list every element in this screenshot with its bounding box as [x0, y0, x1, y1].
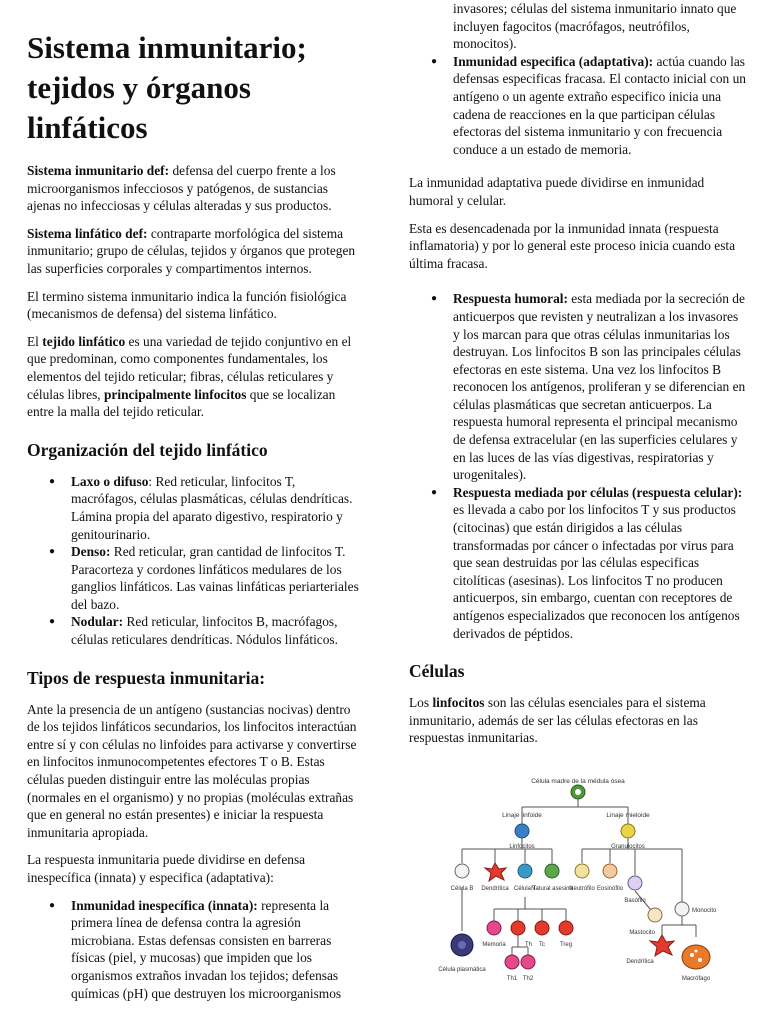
adaptativa-text: actúa cuando las defensas especificas fracasa. El contacto inicial con un antígeno o un agente extraño especifico inicia una cadena de reacciones en la que participan células efectoras del sistema inmunitario y con frecuencia conduce a un estado de memoria. — [453, 53, 746, 157]
dendritica2-label: Dendrítica — [626, 959, 654, 965]
def-sistema-text: defensa del cuerpo frente a los microorganismos infecciosos y patógenos, de sustancias ajenas no infecciosas y células alteradas y sus productos. — [27, 163, 336, 214]
th-cell — [511, 921, 525, 935]
nk-cell — [545, 864, 559, 878]
termino-paragraph: El termino sistema inmunitario indica la función fisiológica (mecanismos de defensa) del sistema linfático. — [27, 288, 347, 322]
right-column — [409, 0, 747, 757]
treg-label: Treg — [559, 942, 573, 948]
myeloid-cell — [621, 824, 635, 838]
adaptativa-paragraph: La inmunidad adaptativa puede dividirse en inmunidad humoral y celular. — [409, 175, 705, 208]
linfocitos-label: Linfocitos — [509, 844, 535, 850]
linaje-linfoide-label: Linaje linfoide — [502, 812, 542, 819]
org-item-label: Denso: — [71, 544, 111, 560]
memoria-label: Memoria — [482, 942, 506, 948]
treg-cell — [559, 921, 573, 935]
org-item-label: Laxo o difuso — [71, 473, 149, 489]
tejido-bold-2: principalmente linfocitos — [103, 386, 247, 402]
basophil — [628, 876, 642, 890]
macrofago-label: Macrófago — [681, 976, 711, 982]
tejido-text-1: El — [27, 333, 43, 349]
left-column — [27, 0, 363, 1012]
cell-lineage-diagram — [430, 775, 730, 993]
celulas-text-1: Los — [409, 695, 433, 711]
organizacion-list — [27, 473, 363, 649]
th1-cell — [505, 955, 519, 969]
eosinophil — [603, 864, 617, 878]
innata-continuation: invasores; células del sistema inmunitario innato que incluyen fagocitos (macrófagos, neutrófilos, monocitos). — [453, 1, 737, 52]
desencadenada-paragraph: Esta es desencadenada por la inmunidad innata (respuesta inflamatoria) y por lo general este proceso inicia cuando esta última fracasa. — [409, 220, 736, 271]
celulas-text-2: son las células esenciales para el sistema inmunitario, además de ser las células efectoras en las respuestas inmunitarias. — [409, 695, 706, 746]
def-linfatico-label: Sistema linfático def: — [27, 225, 148, 241]
list-item — [453, 53, 747, 159]
def-linfatico-paragraph — [27, 225, 363, 278]
celula-t-label: Célula T — [513, 886, 537, 892]
org-item-text: : Red reticular, linfocitos T, macrófagos, células plasmáticas, células dendríticas. Lámina propia del aparato digestivo, respiratorio y genitourinario. — [71, 473, 353, 542]
monocito-label: Monocito — [692, 908, 717, 914]
def-sistema-label: Sistema inmunitario def: — [27, 163, 170, 178]
innata-text: representa la primera línea de defensa contra la agresión microbiana. Estas defensas consisten en barreras físicas (piel, y mucosas) que impiden que los organismos extraños invadan los tejidos; defensas químicas (pH) que destruyen los microorganismos — [71, 897, 342, 1001]
org-item-text: Red reticular, gran cantidad de linfocitos T. Paracorteza y cordones linfáticos medulares de los ganglios linfáticos. Las vainas linfáticas periarteriales del bazo. — [71, 544, 359, 612]
celular-label: Respuesta mediada por células (respuesta celular): — [453, 484, 743, 500]
def-linfatico-text: contraparte morfológica del sistema inmunitario; grupo de células, tejidos y órganos que protegen las superficies corporales y compartimentos internos. — [27, 225, 356, 276]
celulas-bold: linfocitos — [432, 695, 485, 711]
natural-asesina-label: Natural asesina — [531, 886, 573, 892]
tc-cell — [535, 921, 549, 935]
th2-label: Th2 — [522, 976, 534, 982]
th1-label: Th1 — [506, 976, 518, 982]
lymphoid-cell — [515, 824, 529, 838]
tipos-heading: Tipos de respuesta inmunitaria: — [27, 667, 266, 688]
organizacion-heading: Organización del tejido linfático — [27, 439, 268, 460]
th-label: Th — [525, 942, 533, 948]
adaptativa-label: Inmunidad especifica (adaptativa): — [453, 53, 654, 69]
t-cell — [518, 864, 532, 878]
tejido-paragraph — [27, 333, 363, 421]
b-cell — [455, 864, 469, 878]
humoral-label: Respuesta humoral: — [453, 291, 568, 307]
monocyte — [675, 902, 689, 916]
adaptativa-list — [409, 53, 747, 159]
tejido-text-3: que se localizan entre la malla del tejido reticular. — [27, 386, 336, 420]
granulocitos-label: Granulocitos — [611, 844, 645, 850]
linaje-mieloide-label: Linaje mieloide — [606, 812, 650, 819]
plasma-cell — [451, 934, 473, 956]
tc-label: Tc — [539, 942, 545, 948]
innata-label: Inmunidad inespecífica (innata): — [71, 897, 258, 913]
org-item-label: Nodular: — [71, 614, 124, 630]
humoral-celular-list — [409, 290, 747, 642]
def-sistema-paragraph — [27, 162, 363, 215]
list-item — [453, 484, 747, 642]
tejido-text-2: es una variedad de tejido conjuntivo en el que predominan, como componentes fundamentales, los elementos del tejido reticular; fibras, células reticulares y células libres, — [27, 333, 352, 402]
list-item — [71, 473, 363, 543]
dendritica-label: Dendrítica — [481, 886, 509, 892]
celula-plasmatica-label: Célula plasmática — [438, 967, 486, 973]
memory-cell — [487, 921, 501, 935]
basofilo-label: Basófilo — [624, 898, 646, 904]
neutrofilo-label: Neutrófilo — [569, 886, 595, 892]
dividir-paragraph: La respuesta inmunitaria puede dividirse en defensa inespecífica (innata) y especifica (adaptativa): — [27, 852, 306, 885]
list-item — [71, 897, 363, 1003]
madre-label: Célula madre de la médula ósea — [531, 778, 625, 785]
mastocito-label: Mastocito — [629, 930, 655, 936]
list-item — [453, 290, 747, 484]
tejido-bold-1: tejido linfático — [42, 333, 126, 349]
ante-paragraph: Ante la presencia de un antígeno (sustancias nocivas) dentro de los tejidos linfáticos secundarios, los linfocitos interactúan entre sí y con células no linfoides para activarse y convertirse en linfocitos inmunocompetentes efectores T o B. Estas células pueden distinguir entre las moléculas propias (normales en el organismo) y no propias (moléculas extrañas que en general no están presentes) e iniciar la respuesta inmunitaria apropiada. — [27, 701, 357, 840]
respuesta-list — [27, 897, 363, 1003]
org-item-text: Red reticular, linfocitos B, macrófagos, células reticulares dendríticas. Nódulos linfáticos. — [71, 614, 338, 648]
macrophage — [682, 945, 710, 969]
dendritic-cell-2 — [650, 935, 674, 956]
celular-text: es llevada a cabo por los linfocitos T y sus productos (citocinas) que están dirigidos a las células transformadas por cáncer o infectadas por virus para que sean destruidas por las células especificas citolíticas (asesinas). Los linfocitos T no producen anticuerpos, sin embargo, cuentan con receptores de antígenos especializados que reconocen los antígenos derivados de péptidos. — [453, 502, 740, 641]
celulas-heading: Células — [409, 661, 465, 682]
celula-b-label: Célula B — [450, 886, 474, 892]
mast-cell — [648, 908, 662, 922]
humoral-text: esta mediada por la secreción de anticuerpos que revisten y neutralizan a los invasores y los marcan para que otras células inmunitarias los destruyan. Los linfocitos B son las principales células efectoras en este sistema. Una vez los linfocitos B reconocen los antígenos, proliferan y se diferencian en células plasmáticas que secretan anticuerpos. La respuesta humoral representa el principal mecanismo de defensa extracelular (en las superficies celulares y en las luces de las vías digestivas, respiratorias y urogenitales). — [453, 291, 746, 483]
th2-cell — [521, 955, 535, 969]
dendritic-cell — [485, 863, 506, 881]
list-item — [71, 543, 363, 613]
eosinofilo-label: Eosinófilo — [596, 886, 624, 892]
list-item — [71, 613, 363, 648]
page-title: Sistema inmunitario; tejidos y órganos linfáticos — [27, 30, 307, 145]
celulas-paragraph — [409, 694, 747, 747]
neutrophil — [575, 864, 589, 878]
